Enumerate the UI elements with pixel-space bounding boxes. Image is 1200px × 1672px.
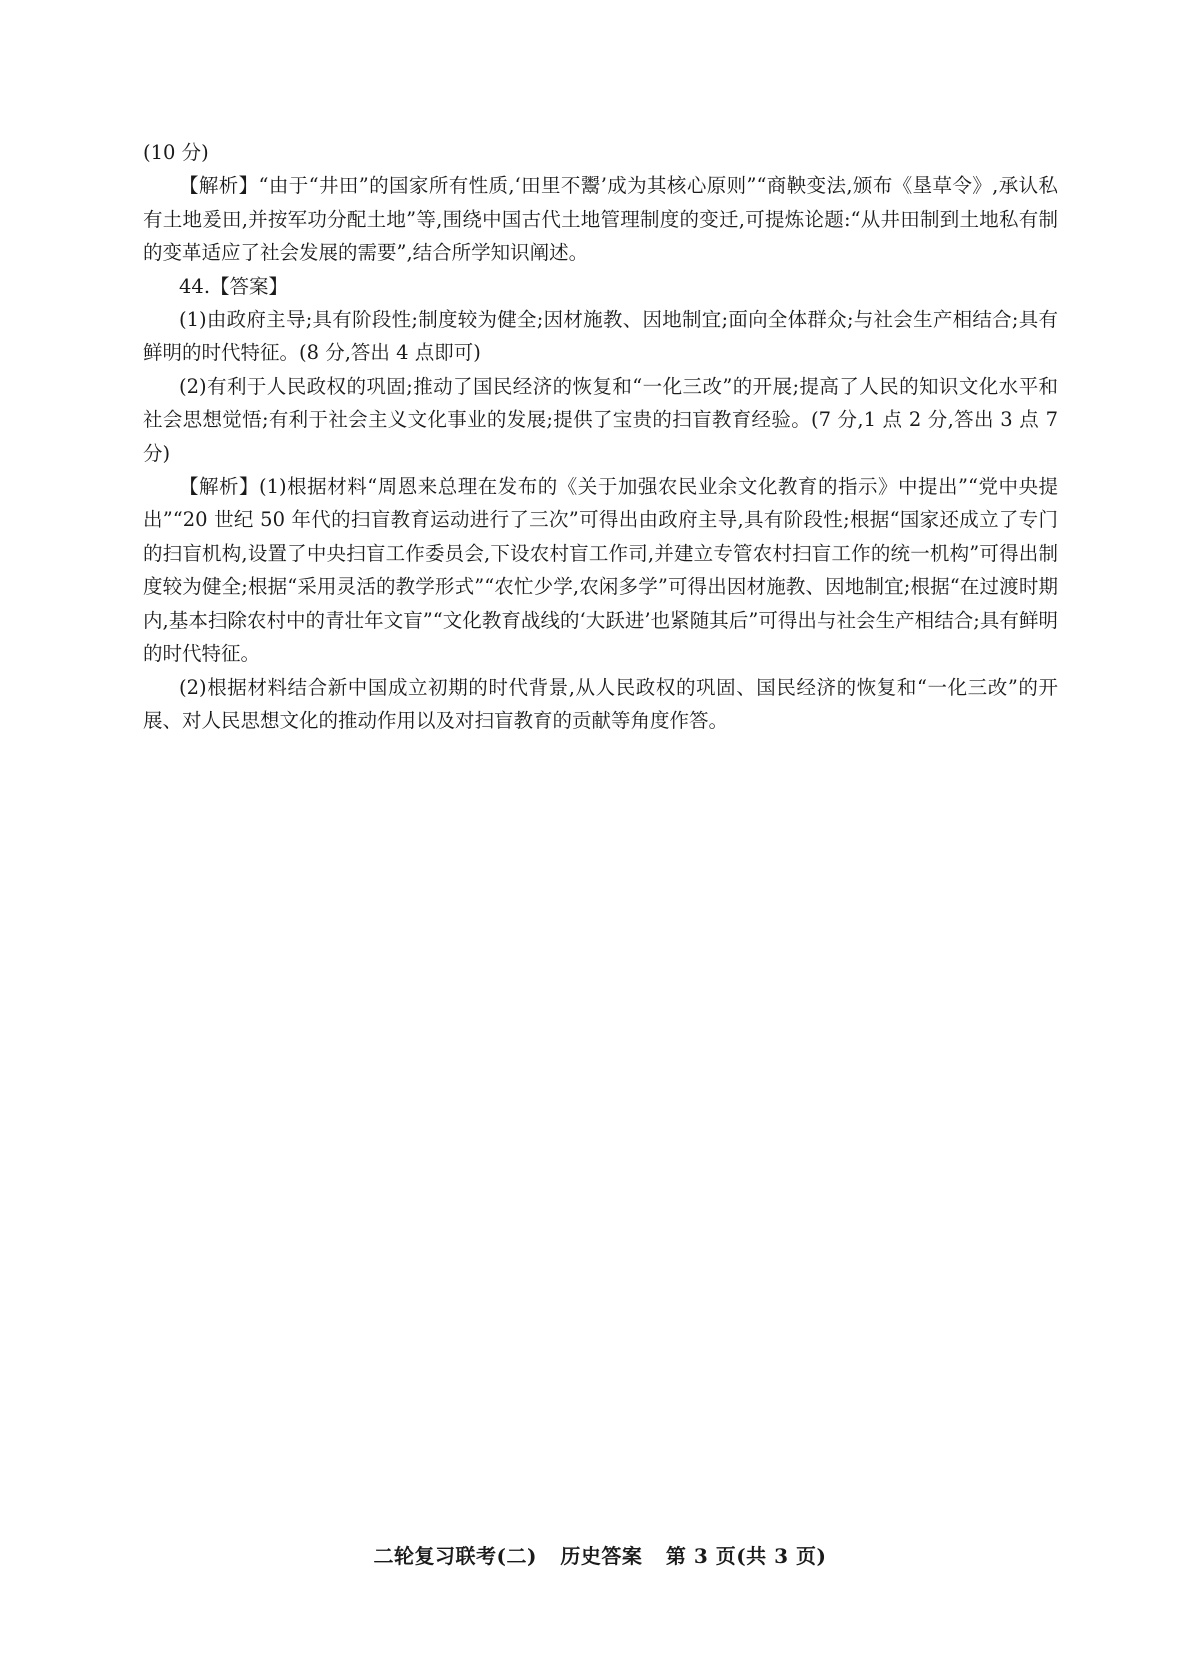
score-note: (10 分) (143, 141, 209, 164)
answer-44-1: (1)由政府主导;具有阶段性;制度较为健全;因材施教、因地制宜;面向全体群众;与社会生产相结合;具有鲜明的时代特征。(8 分,答出 4 点即可) (143, 308, 1058, 365)
analysis-43: 【解析】“由于“井田”的国家所有性质,‘田里不鬻’成为其核心原则”“商鞅变法,颁布《垦草令》,承认私有土地爰田,并按军功分配土地”等,围绕中国古代土地管理制度的变迁,可提炼论题:“从井田制到土地私有制的变革适应了社会发展的需要”,结合所学知识阐述。 (143, 174, 1058, 265)
page-footer (0, 1540, 1200, 1569)
footer-page-number: 第 3 页(共 3 页) (665, 1544, 827, 1568)
answer-content (143, 136, 1058, 737)
analysis-44-2: (2)根据材料结合新中国成立初期的时代背景,从人民政权的巩固、国民经济的恢复和“一化三改”的开展、对人民思想文化的推动作用以及对扫盲教育的贡献等角度作答。 (143, 675, 1058, 732)
analysis-44-1: 【解析】(1)根据材料“周恩来总理在发布的《关于加强农民业余文化教育的指示》中提出”“党中央提出”“20 世纪 50 年代的扫盲教育运动进行了三次”可得出由政府主导,具有阶段性;根据“国家还成立了专门的扫盲机构,设置了中央扫盲工作委员会,下设农村盲工作司,并建立专管农村扫盲工作的统一机构”可得出制度较为健全;根据“采用灵活的教学形式”“农忙少学,农闲多学”可得出因材施教、因地制宜;根据“在过渡时期内,基本扫除农村中的青壮年文盲”“文化教育战线的‘大跃进’也紧随其后”可得出与社会生产相结合;具有鲜明的时代特征。 (143, 475, 1058, 666)
question-44-heading: 44.【答案】 (179, 274, 289, 298)
answer-44-2: (2)有利于人民政权的巩固;推动了国民经济的恢复和“一化三改”的开展;提高了人民的知识文化水平和社会思想觉悟;有利于社会主义文化事业的发展;提供了宝贵的扫盲教育经验。(7 分,1 点 2 分,答出 3 点 7 分) (143, 374, 1058, 465)
footer-exam-name: 二轮复习联考(二) (373, 1544, 537, 1568)
footer-subject: 历史答案 (560, 1544, 643, 1568)
